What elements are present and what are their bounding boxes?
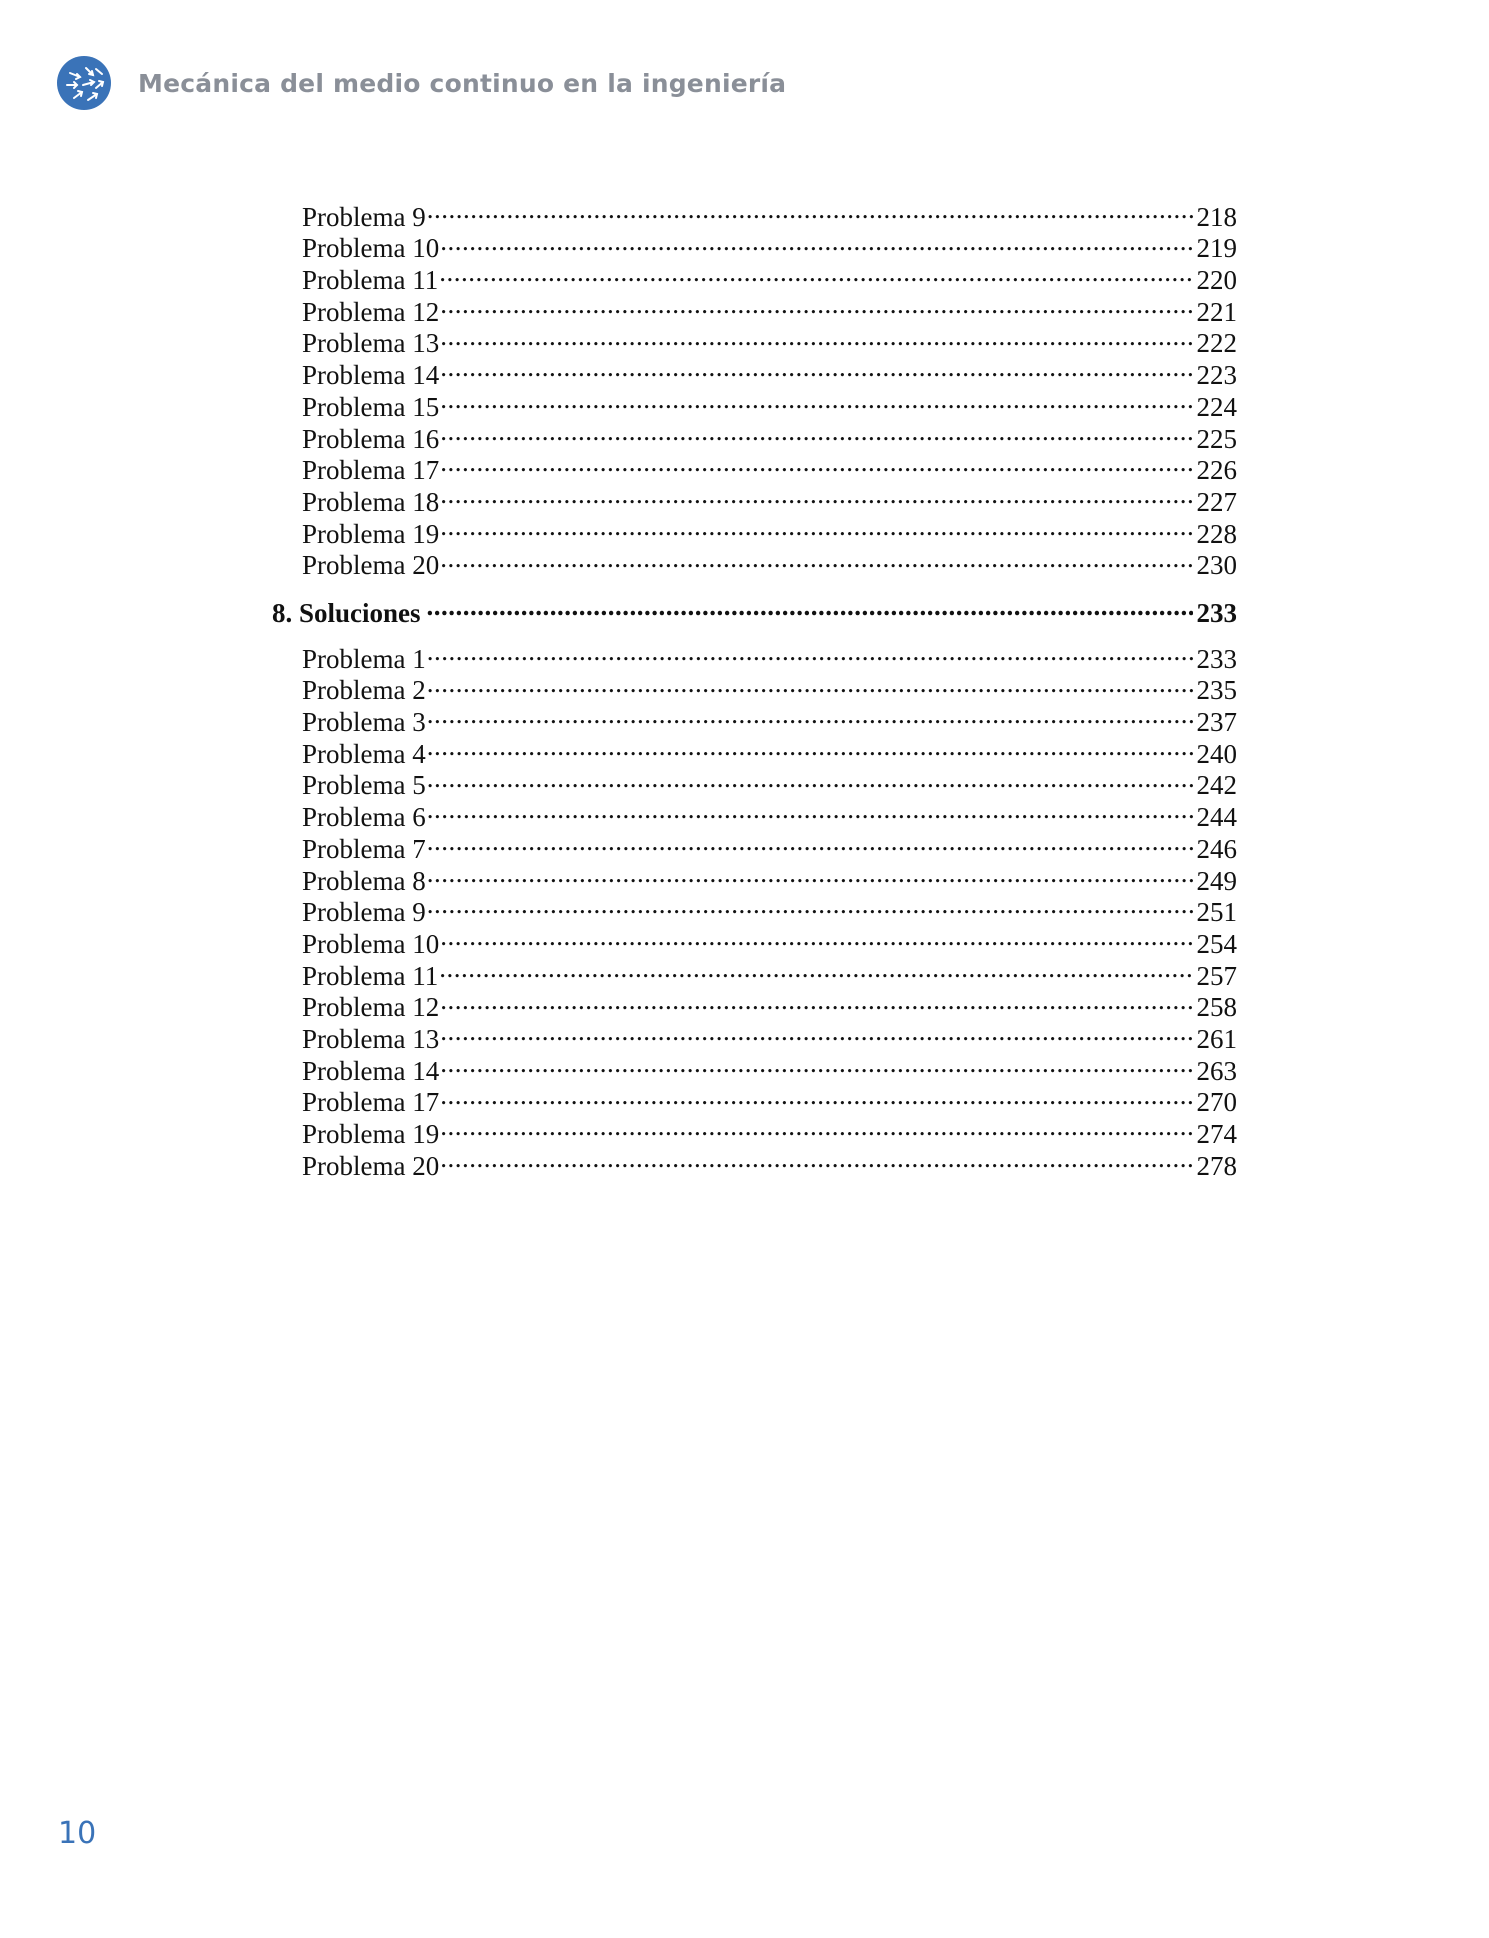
toc-entry-label: Problema 18 [302, 486, 440, 517]
dot-leader [440, 985, 1192, 1017]
dot-leader [427, 194, 1193, 226]
toc-entry-label: Problema 8 [302, 865, 426, 896]
toc-entry-page-number: 246 [1196, 833, 1237, 864]
toc-entry-label: Problema 19 [302, 518, 440, 549]
toc-entry[interactable] [272, 194, 1237, 232]
toc-entry-page-number: 218 [1196, 201, 1237, 232]
dot-leader [439, 257, 1192, 289]
toc-list-part1 [272, 194, 1237, 581]
dot-leader [440, 1143, 1192, 1175]
toc-entry-label: Problema 9 [302, 201, 426, 232]
toc-entry-page-number: 240 [1196, 738, 1237, 769]
toc-entry-page-number: 258 [1196, 992, 1237, 1023]
toc-entry-page-number: 223 [1196, 360, 1237, 391]
toc-entry-label: Problema 12 [302, 992, 440, 1023]
toc-entry-label: Problema 13 [302, 1023, 440, 1054]
dot-leader [427, 699, 1193, 731]
toc-entry-page-number: 244 [1196, 802, 1237, 833]
dot-leader [440, 921, 1192, 953]
toc-entry-label: Problema 2 [302, 675, 426, 706]
dot-leader [439, 953, 1192, 985]
dot-leader [427, 590, 1193, 622]
dot-leader [440, 511, 1192, 543]
toc-entry-label: Problema 19 [302, 1119, 440, 1149]
toc-entry-page-number: 278 [1196, 1150, 1237, 1181]
dot-leader [427, 826, 1193, 858]
toc-entry-label: Problema 20 [302, 550, 440, 581]
toc-entry-label: Problema 1 [302, 643, 426, 674]
toc-entry-page-number: 237 [1196, 707, 1237, 738]
dot-leader [440, 479, 1192, 511]
page-number: 10 [58, 1816, 97, 1851]
toc-entry-label: Problema 13 [302, 328, 440, 359]
dot-leader [440, 1111, 1192, 1143]
toc-entry-label: Problema 17 [302, 455, 440, 486]
toc-entry-label: Problema 6 [302, 802, 426, 833]
toc-entry-label: Problema 11 [302, 265, 439, 296]
toc-entry-page-number: 249 [1196, 865, 1237, 896]
dot-leader [440, 321, 1192, 353]
toc-entry-page-number: 274 [1196, 1119, 1237, 1149]
toc-entry-label: Problema 14 [302, 1055, 440, 1086]
toc-entry-page-number: 251 [1196, 897, 1237, 928]
toc-entry-page-number: 228 [1196, 518, 1237, 549]
book-title: Mecánica del medio continuo en la ingeniería [138, 68, 787, 98]
dot-leader [440, 352, 1192, 384]
toc-entry-label: Problema 15 [302, 391, 440, 422]
toc-entry-page-number: 257 [1196, 960, 1237, 991]
toc-entry-label: Problema 4 [302, 738, 426, 769]
dot-leader [427, 858, 1193, 890]
toc-entry-page-number: 242 [1196, 770, 1237, 801]
toc-entry-label: Problema 3 [302, 707, 426, 738]
dot-leader [440, 1048, 1192, 1080]
toc-entry-label: Problema 9 [302, 897, 426, 928]
dot-leader [427, 763, 1193, 795]
dot-leader [427, 668, 1193, 700]
dot-leader [427, 794, 1193, 826]
toc-entry-page-number: 226 [1196, 455, 1237, 486]
toc-entry-page-number: 227 [1196, 486, 1237, 517]
toc-entry-page-number: 270 [1196, 1087, 1237, 1118]
toc-entry-label: Problema 14 [302, 360, 440, 391]
dot-leader [427, 636, 1193, 668]
toc-chapter-row[interactable] [272, 590, 1237, 628]
toc-entry-label: Problema 12 [302, 296, 440, 327]
toc-entry-label: Problema 10 [302, 233, 440, 264]
dot-leader [427, 890, 1193, 922]
toc-entry-page-number: 224 [1196, 391, 1237, 422]
dot-leader [440, 384, 1192, 416]
toc-entry-page-number: 261 [1196, 1023, 1237, 1054]
toc-entry-page-number: 219 [1196, 233, 1237, 264]
arrows-circle-logo-icon [56, 55, 112, 111]
toc-entry-label: Problema 11 [302, 960, 439, 991]
dot-leader [440, 543, 1192, 575]
toc-entry-page-number: 230 [1196, 550, 1237, 581]
toc-entry-page-number: 263 [1196, 1055, 1237, 1086]
toc-entry-page-number: 233 [1196, 643, 1237, 674]
dot-leader [440, 226, 1192, 258]
dot-leader [440, 289, 1192, 321]
toc-entry-label: Problema 5 [302, 770, 426, 801]
toc-entry-page-number: 225 [1196, 423, 1237, 454]
toc-entry-page-number: 222 [1196, 328, 1237, 359]
dot-leader [440, 448, 1192, 480]
toc-list-part2 [272, 636, 1237, 1181]
chapter-page-number: 233 [1196, 598, 1237, 628]
dot-leader [440, 1016, 1192, 1048]
page-header [56, 54, 786, 112]
toc-entry-page-number: 235 [1196, 675, 1237, 706]
toc-entry-label: Problema 20 [302, 1150, 440, 1181]
toc-entry-page-number: 220 [1196, 265, 1237, 296]
toc-entry-page-number: 254 [1196, 928, 1237, 959]
dot-leader [440, 1080, 1192, 1112]
chapter-title: 8. Soluciones [272, 598, 421, 628]
toc-entry-label: Problema 7 [302, 833, 426, 864]
toc-entry[interactable] [272, 636, 1237, 674]
toc-entry-label: Problema 10 [302, 928, 440, 959]
toc-entry-label: Problema 17 [302, 1087, 440, 1118]
dot-leader [440, 416, 1192, 448]
toc-entry-page-number: 221 [1196, 296, 1237, 327]
dot-leader [427, 731, 1193, 763]
toc-entry-label: Problema 16 [302, 423, 440, 454]
